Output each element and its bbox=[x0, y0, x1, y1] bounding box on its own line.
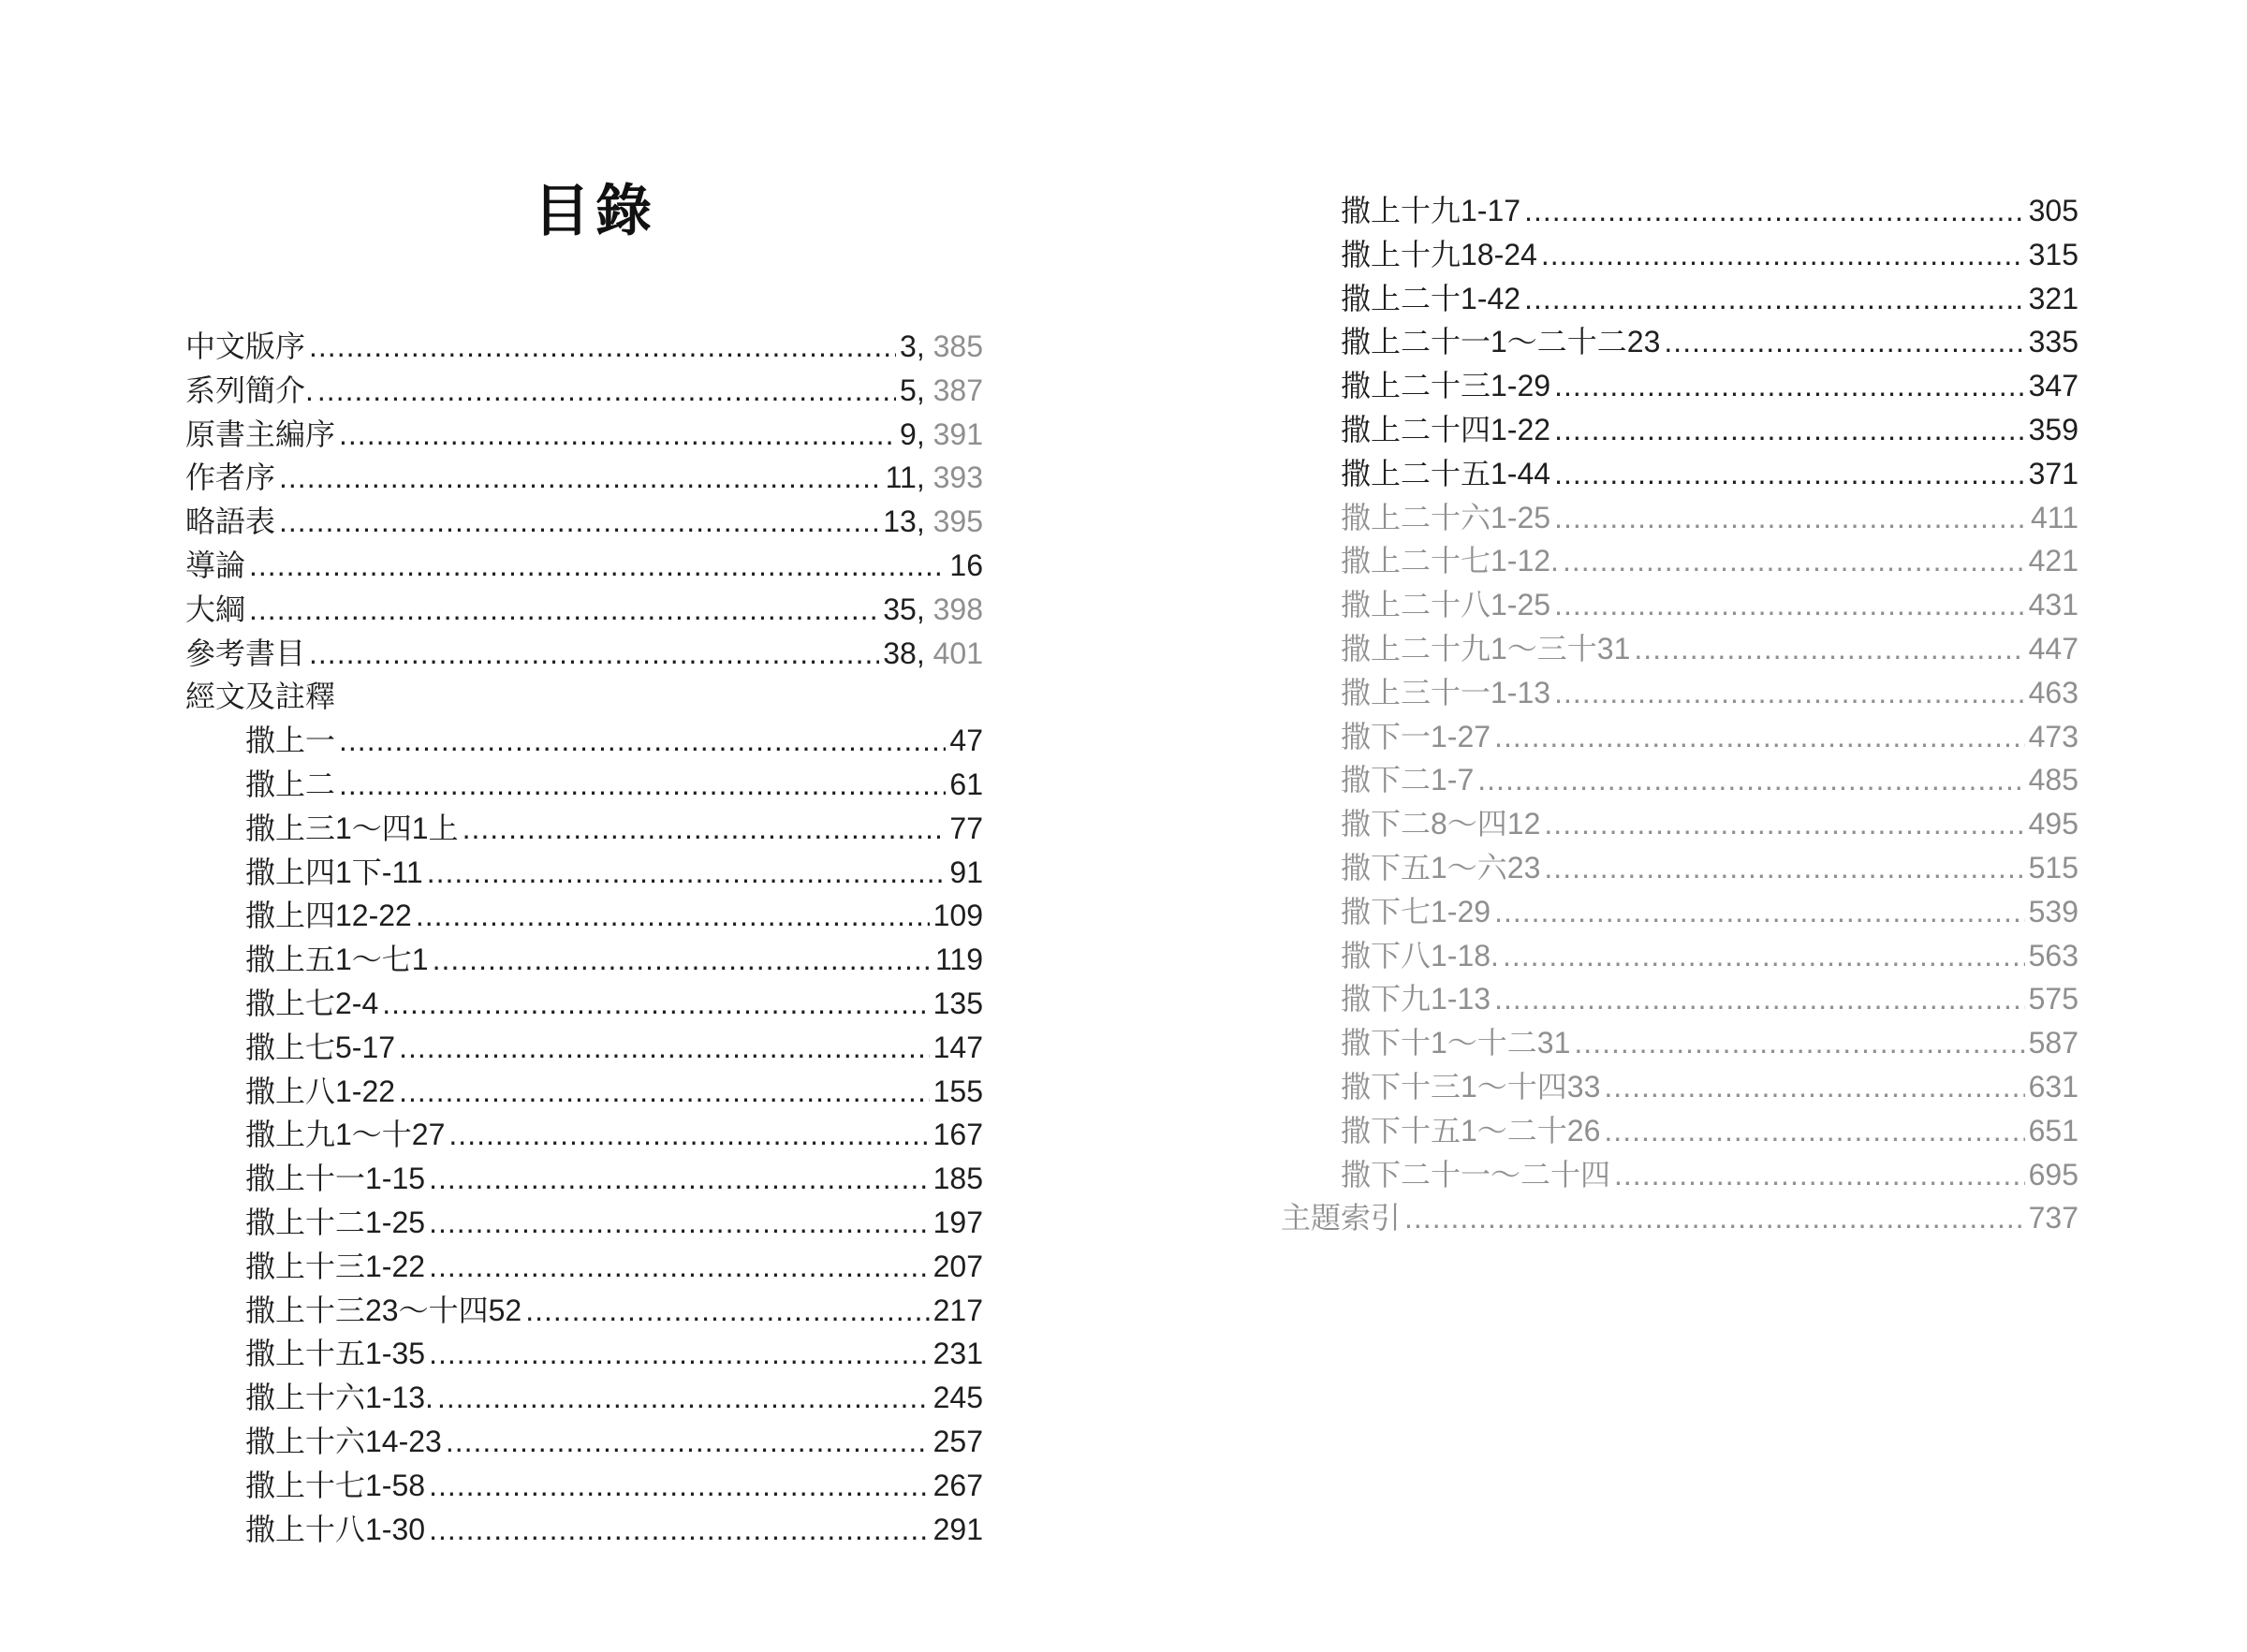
dot-leader bbox=[1604, 1114, 2024, 1148]
dot-leader bbox=[429, 1206, 930, 1240]
toc-page-number: 421 bbox=[2028, 544, 2078, 578]
dot-leader bbox=[249, 592, 879, 627]
toc-entry-label: 撒上二 bbox=[245, 767, 336, 801]
toc-entry-label: 撒下八1-18. bbox=[1341, 938, 1499, 972]
toc-page-number: 587 bbox=[2028, 1026, 2078, 1060]
toc-entry-label: 撒下十1～十二31 bbox=[1341, 1026, 1571, 1060]
right-page bbox=[1124, 0, 2247, 1652]
toc-page-number: 495 bbox=[2028, 807, 2078, 841]
toc-page-number: 267 bbox=[933, 1468, 983, 1502]
toc-entry[interactable] bbox=[185, 1374, 983, 1418]
toc-entry[interactable] bbox=[185, 1330, 983, 1374]
toc-page-number: 347 bbox=[2028, 369, 2078, 403]
dot-leader bbox=[1541, 238, 2025, 272]
toc-entry[interactable] bbox=[185, 454, 983, 498]
toc-entry-label: 原書主編序 bbox=[185, 417, 336, 451]
toc-entry[interactable] bbox=[1281, 713, 2078, 757]
toc-entry-label: 略語表 bbox=[185, 504, 276, 539]
toc-entry-label: 撒上二十三1-29 bbox=[1341, 369, 1551, 403]
dot-leader bbox=[249, 548, 946, 583]
dot-leader bbox=[437, 1381, 930, 1415]
toc-entry-label: 撒上二十四1-22 bbox=[1341, 412, 1551, 446]
toc-page-number: 257 bbox=[933, 1424, 983, 1458]
dot-leader bbox=[1574, 1026, 2024, 1060]
toc-page-number: 485 bbox=[2028, 763, 2078, 797]
dot-leader bbox=[1544, 807, 2024, 841]
toc-entry[interactable] bbox=[1281, 406, 2078, 450]
toc-entry[interactable] bbox=[1281, 1151, 2078, 1195]
dot-leader bbox=[1544, 851, 2024, 885]
toc-page-number: 539 bbox=[2028, 894, 2078, 928]
toc-entry-label: 經文及註釋 bbox=[185, 680, 336, 714]
toc-page-number: 515 bbox=[2028, 850, 2078, 884]
toc-entry-label: 撒上十九1-17 bbox=[1341, 194, 1521, 227]
toc-entry[interactable] bbox=[1281, 537, 2078, 581]
toc-entry[interactable] bbox=[1281, 800, 2078, 844]
toc-entry[interactable] bbox=[1281, 1019, 2078, 1063]
toc-entry[interactable] bbox=[1281, 362, 2078, 406]
toc-entry[interactable] bbox=[185, 1111, 983, 1155]
toc-page-number: 245 bbox=[933, 1381, 983, 1415]
toc-entry[interactable] bbox=[1281, 1107, 2078, 1151]
toc-entry-label: 撒下一1-27 bbox=[1341, 719, 1491, 753]
toc-entry[interactable] bbox=[1281, 275, 2078, 319]
toc-entry-label: 撒上二十七1-12. bbox=[1341, 544, 1559, 578]
dot-leader bbox=[429, 1162, 930, 1196]
dot-leader bbox=[1554, 676, 2025, 710]
toc-entry-label: 撒上十三1-22 bbox=[245, 1249, 426, 1283]
toc-page-number: 135 bbox=[933, 986, 983, 1020]
toc-entry[interactable] bbox=[185, 1155, 983, 1199]
toc-entry-label: 導論 bbox=[185, 548, 246, 582]
dot-leader bbox=[416, 899, 930, 933]
toc-page-number: 167 bbox=[933, 1118, 983, 1152]
dot-leader bbox=[399, 1031, 930, 1065]
dot-leader bbox=[339, 417, 896, 452]
toc-page-number: 411 bbox=[2030, 500, 2078, 534]
dot-leader bbox=[1554, 413, 2025, 447]
toc-entry[interactable] bbox=[185, 1243, 983, 1287]
toc-entry[interactable] bbox=[185, 761, 983, 805]
toc-page-number: 473 bbox=[2028, 719, 2078, 753]
toc-page-number: 359 bbox=[2028, 412, 2078, 446]
toc-alt-page-number: 391 bbox=[933, 417, 983, 451]
toc-page-number: 431 bbox=[2028, 588, 2078, 622]
dot-leader bbox=[339, 724, 946, 758]
toc-page-number: 631 bbox=[2028, 1069, 2078, 1104]
toc-alt-page-number: 387 bbox=[933, 373, 983, 407]
toc-entry[interactable] bbox=[185, 1024, 983, 1068]
dot-leader bbox=[1664, 325, 2024, 359]
dot-leader bbox=[1524, 282, 2025, 316]
toc-entry[interactable] bbox=[185, 498, 983, 542]
toc-entry[interactable] bbox=[185, 411, 983, 455]
toc-entry[interactable] bbox=[185, 673, 983, 717]
toc-entry-label: 撒上九1～十27 bbox=[245, 1118, 446, 1152]
toc-entry-label: 大綱 bbox=[185, 592, 246, 626]
toc-entry-label: 撒上十三23～十四52 bbox=[245, 1293, 522, 1327]
toc-entry[interactable] bbox=[1281, 231, 2078, 275]
dot-leader bbox=[1404, 1201, 2025, 1235]
toc-entry-label: 撒上五1～七1 bbox=[245, 943, 429, 977]
toc-entry-label: 作者序 bbox=[185, 461, 276, 495]
toc-page-number: 119 bbox=[934, 943, 983, 977]
toc-entry[interactable] bbox=[1281, 581, 2078, 625]
dot-leader bbox=[429, 1469, 930, 1503]
toc-entry-label: 撒上十八1-30 bbox=[245, 1512, 426, 1546]
toc-page-number: 217 bbox=[933, 1293, 983, 1327]
toc-entry-label: 撒上七5-17 bbox=[245, 1030, 396, 1064]
toc-page-number: 447 bbox=[2028, 631, 2078, 665]
toc-entry[interactable] bbox=[185, 1287, 983, 1331]
toc-alt-page-number: 401 bbox=[933, 636, 983, 670]
toc-page-number: 11, bbox=[885, 461, 925, 495]
toc-entry-label: 撒上十一1-15 bbox=[245, 1162, 426, 1196]
toc-page-number: 38, bbox=[883, 636, 925, 670]
toc-entry-label: 撒上八1-22 bbox=[245, 1074, 396, 1108]
toc-entry-label: 撒下二1-7 bbox=[1341, 763, 1475, 797]
dot-leader bbox=[427, 855, 947, 890]
toc-page-number: 371 bbox=[2028, 456, 2078, 490]
dot-leader bbox=[309, 329, 896, 364]
toc-page-number: 231 bbox=[933, 1337, 983, 1371]
toc-entry-label: 撒上七2-4 bbox=[245, 986, 379, 1020]
toc-entry[interactable] bbox=[185, 849, 983, 893]
toc-entry-label: 撒上二十五1-44 bbox=[1341, 456, 1551, 490]
dot-leader bbox=[1494, 720, 2025, 754]
toc-entry[interactable] bbox=[1281, 932, 2078, 976]
toc-entry[interactable] bbox=[1281, 187, 2078, 231]
toc-entry-label: 撒上二十1-42 bbox=[1341, 281, 1521, 315]
toc-list-right bbox=[1281, 187, 2078, 1238]
toc-entry[interactable] bbox=[185, 980, 983, 1024]
dot-leader bbox=[429, 1250, 930, 1284]
toc-page-number: 5, bbox=[900, 373, 925, 407]
page-title: 目錄 bbox=[534, 180, 657, 242]
toc-entry-label: 撒上二十六1-25 bbox=[1341, 500, 1551, 534]
toc-entry-label: 系列簡介. bbox=[185, 373, 314, 407]
toc-entry-label: 撒上十七1-58 bbox=[245, 1468, 426, 1502]
toc-entry[interactable] bbox=[185, 717, 983, 761]
dot-leader bbox=[382, 987, 929, 1021]
toc-page-number: 575 bbox=[2028, 982, 2078, 1016]
dot-leader bbox=[1604, 1070, 2024, 1104]
toc-page-number: 315 bbox=[2028, 237, 2078, 271]
toc-page-number: 13, bbox=[883, 504, 925, 539]
toc-alt-page-number: 395 bbox=[933, 504, 983, 539]
toc-page-number: 91 bbox=[949, 855, 983, 889]
toc-entry-label: 撒上十九18-24 bbox=[1341, 237, 1537, 271]
toc-entry-label: 撒上三十一1-13 bbox=[1341, 675, 1551, 709]
toc-entry[interactable] bbox=[185, 586, 983, 630]
toc-entry-label: 中文版序 bbox=[185, 329, 306, 363]
toc-page-number: 651 bbox=[2028, 1113, 2078, 1148]
dot-leader bbox=[429, 1513, 930, 1547]
toc-entry[interactable] bbox=[185, 323, 983, 367]
toc-entry[interactable] bbox=[1281, 844, 2078, 888]
toc-entry[interactable] bbox=[185, 542, 983, 586]
dot-leader bbox=[279, 504, 879, 539]
toc-entry[interactable] bbox=[1281, 756, 2078, 800]
toc-entry-label: 撒上四12-22 bbox=[245, 899, 412, 933]
toc-entry[interactable] bbox=[1281, 669, 2078, 713]
toc-page-number: 463 bbox=[2028, 675, 2078, 709]
toc-entry-label: 撒下十五1～二十26 bbox=[1341, 1113, 1601, 1148]
toc-alt-page-number: 398 bbox=[933, 592, 983, 626]
toc-entry[interactable] bbox=[1281, 975, 2078, 1019]
toc-entry-label: 撒下二十一～二十四 bbox=[1341, 1157, 1611, 1191]
toc-entry[interactable] bbox=[185, 630, 983, 674]
toc-entry-label: 撒下十三1～十四33 bbox=[1341, 1069, 1601, 1104]
toc-entry[interactable] bbox=[1281, 1194, 2078, 1238]
toc-page-number: 47 bbox=[949, 724, 983, 758]
toc-alt-page-number: 385 bbox=[933, 329, 983, 363]
toc-page-number: 321 bbox=[2028, 281, 2078, 315]
toc-entry-label: 參考書目 bbox=[185, 636, 306, 670]
toc-page-number: 305 bbox=[2028, 194, 2078, 227]
toc-page-number: 77 bbox=[949, 811, 983, 845]
toc-page-number: 61 bbox=[949, 767, 983, 801]
toc-entry-label: 撒上三1～四1上 bbox=[245, 811, 459, 845]
toc-entry[interactable] bbox=[1281, 494, 2078, 538]
toc-page-number: 9, bbox=[900, 417, 925, 451]
toc-entry-label: 主題索引 bbox=[1281, 1201, 1402, 1235]
dot-leader bbox=[1494, 895, 2025, 929]
toc-page-number: 3, bbox=[900, 329, 925, 363]
toc-page-number: 35, bbox=[883, 592, 925, 626]
dot-leader bbox=[1563, 544, 2025, 578]
dot-leader bbox=[317, 373, 896, 408]
toc-entry[interactable] bbox=[185, 367, 983, 411]
toc-entry-label: 撒上一 bbox=[245, 724, 336, 758]
dot-leader bbox=[399, 1075, 930, 1109]
toc-page-number: 185 bbox=[933, 1162, 983, 1196]
toc-list-left bbox=[185, 323, 983, 1549]
dot-leader bbox=[433, 943, 932, 977]
toc-entry-label: 撒上十二1-25 bbox=[245, 1205, 426, 1239]
toc-entry-label: 撒上十五1-35 bbox=[245, 1337, 426, 1371]
toc-page-number: 109 bbox=[933, 899, 983, 933]
toc-entry[interactable] bbox=[185, 1418, 983, 1462]
toc-entry-label: 撒下二8～四12 bbox=[1341, 807, 1541, 841]
dot-leader bbox=[1554, 501, 2027, 535]
dot-leader bbox=[463, 811, 947, 846]
toc-entry[interactable] bbox=[185, 805, 983, 849]
toc-entry-label: 撒上二十八1-25 bbox=[1341, 588, 1551, 622]
dot-leader bbox=[1477, 763, 2024, 797]
dot-leader bbox=[1614, 1158, 2025, 1192]
dot-leader bbox=[339, 768, 946, 802]
toc-entry[interactable] bbox=[185, 1068, 983, 1112]
toc-page-number: 737 bbox=[2028, 1201, 2078, 1235]
dot-leader bbox=[1503, 939, 2025, 973]
dot-leader bbox=[429, 1337, 930, 1371]
dot-leader bbox=[1524, 194, 2025, 228]
toc-entry-label: 撒下七1-29 bbox=[1341, 894, 1491, 928]
toc-page-number: 695 bbox=[2028, 1157, 2078, 1191]
toc-page-number: 155 bbox=[933, 1074, 983, 1108]
toc-entry-label: 撒上二十九1～三十31 bbox=[1341, 631, 1631, 665]
dot-leader bbox=[448, 1118, 929, 1152]
toc-entry[interactable] bbox=[185, 1199, 983, 1243]
toc-entry[interactable] bbox=[185, 1506, 983, 1550]
toc-entry-label: 撒上二十一1～二十二23 bbox=[1341, 325, 1661, 359]
dot-leader bbox=[309, 636, 879, 671]
toc-alt-page-number: 393 bbox=[933, 461, 983, 495]
toc-page-number: 197 bbox=[933, 1205, 983, 1239]
toc-entry[interactable] bbox=[1281, 450, 2078, 494]
toc-entry[interactable] bbox=[185, 1462, 983, 1506]
toc-entry-label: 撒上十六1-13. bbox=[245, 1381, 433, 1415]
toc-entry-label: 撒下九1-13 bbox=[1341, 982, 1491, 1016]
toc-entry-label: 撒下五1～六23 bbox=[1341, 850, 1541, 884]
toc-entry[interactable] bbox=[185, 892, 983, 936]
toc-entry[interactable] bbox=[1281, 1063, 2078, 1107]
dot-leader bbox=[525, 1294, 929, 1328]
toc-entry[interactable] bbox=[1281, 318, 2078, 362]
toc-entry-label: 撒上十六14-23 bbox=[245, 1424, 442, 1458]
toc-page-number: 291 bbox=[933, 1512, 983, 1546]
dot-leader bbox=[279, 461, 882, 495]
dot-leader bbox=[1554, 457, 2025, 491]
toc-page-number: 207 bbox=[933, 1249, 983, 1283]
toc-entry[interactable] bbox=[1281, 888, 2078, 932]
toc-page-number: 563 bbox=[2028, 938, 2078, 972]
toc-entry-label: 撒上四1下-11 bbox=[245, 855, 423, 889]
toc-entry[interactable] bbox=[185, 936, 983, 980]
toc-entry[interactable] bbox=[1281, 625, 2078, 669]
dot-leader bbox=[1554, 588, 2025, 622]
toc-page-number: 147 bbox=[933, 1030, 983, 1064]
dot-leader bbox=[446, 1425, 930, 1459]
toc-page-number: 335 bbox=[2028, 325, 2078, 359]
toc-page-number: 16 bbox=[949, 548, 983, 582]
dot-leader bbox=[1494, 982, 2025, 1016]
dot-leader bbox=[1634, 632, 2024, 666]
dot-leader bbox=[1554, 369, 2025, 403]
